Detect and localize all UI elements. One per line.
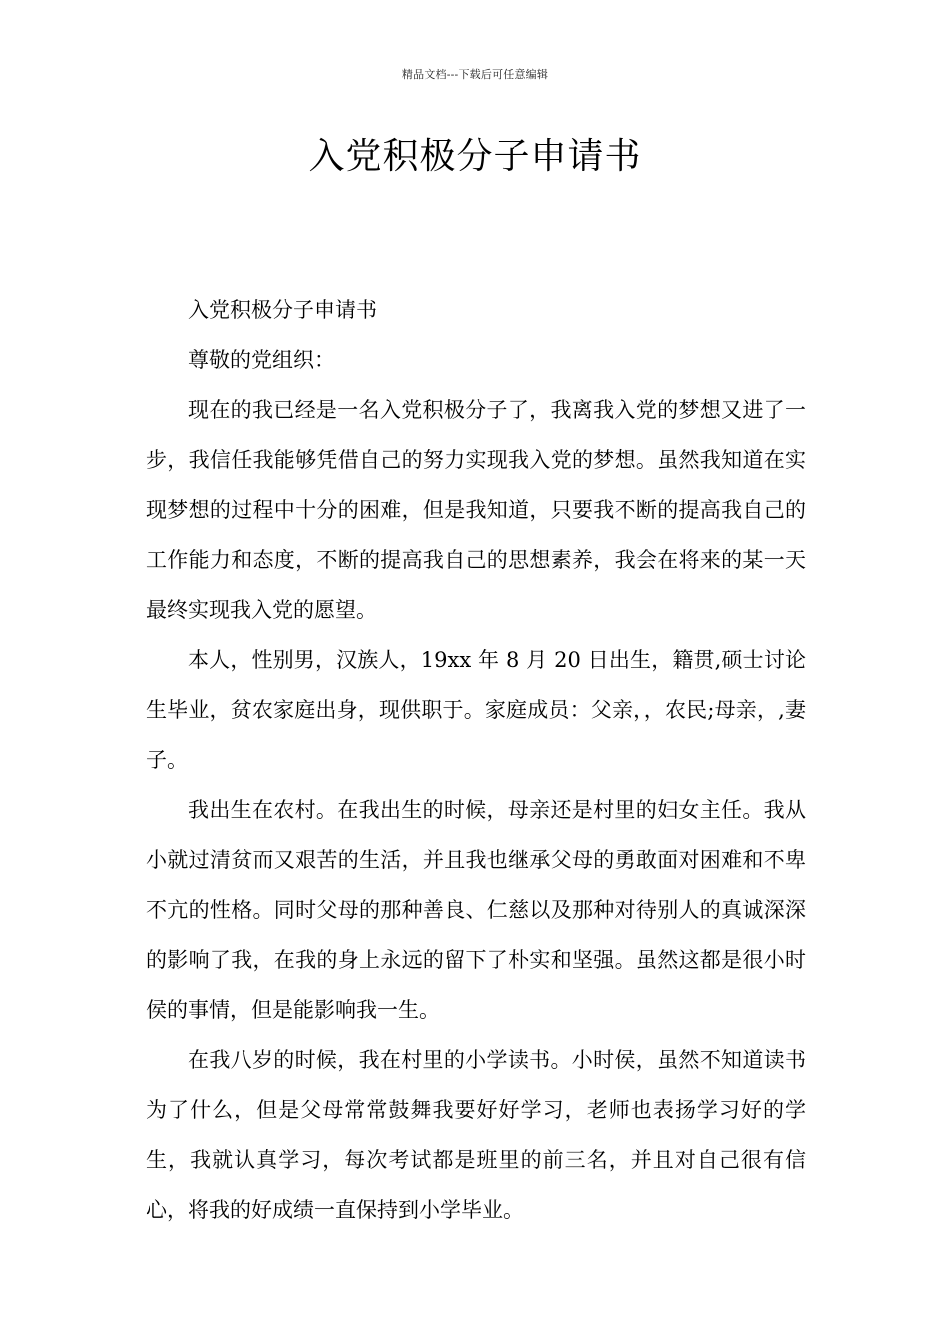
document-title: 入党积极分子申请书 xyxy=(308,136,642,177)
paragraph: 现在的我已经是一名入党积极分子了，我离我入党的梦想又进了一步，我信任我能够凭借自己的努力实现我入党的梦想。虽然我知道在实现梦想的过程中十分的困难，但是我知道，只要我不断的提高我自己的工作能力和态度，不断的提高我自己的思想素养，我会在将来的某一天最终实现我入党的愿望。 xyxy=(146,398,806,622)
paragraph: 在我八岁的时候，我在村里的小学读书。小时侯，虽然不知道读书为了什么，但是父母常常鼓舞我要好好学习，老师也表扬学习好的学生，我就认真学习，每次考试都是班里的前三名，并且对自己很有信心，将我的好成绩一直保持到小学毕业。 xyxy=(146,1048,806,1222)
document-body xyxy=(146,285,806,1235)
paragraph: 本人，性别男，汉族人，19xx 年 8 月 20 日出生，籍贯,硕士讨论生毕业，贫农家庭出身，现供职于。家庭成员：父亲，，农民;母亲，,妻子。 xyxy=(146,648,806,772)
paragraph-salutation: 尊敬的党组织： xyxy=(188,348,335,372)
paragraph-heading: 入党积极分子申请书 xyxy=(188,298,377,322)
header-note: 精品文档---下载后可任意编辑 xyxy=(401,68,549,81)
paragraph: 我出生在农村。在我出生的时候，母亲还是村里的妇女主任。我从小就过清贫而又艰苦的生活，并且我也继承父母的勇敢面对困难和不卑不亢的性格。同时父母的那种善良、仁慈以及那种对待别人的真诚深深的影响了我，在我的身上永远的留下了朴实和坚强。虽然这都是很小时侯的事情，但是能影响我一生。 xyxy=(146,798,806,1022)
